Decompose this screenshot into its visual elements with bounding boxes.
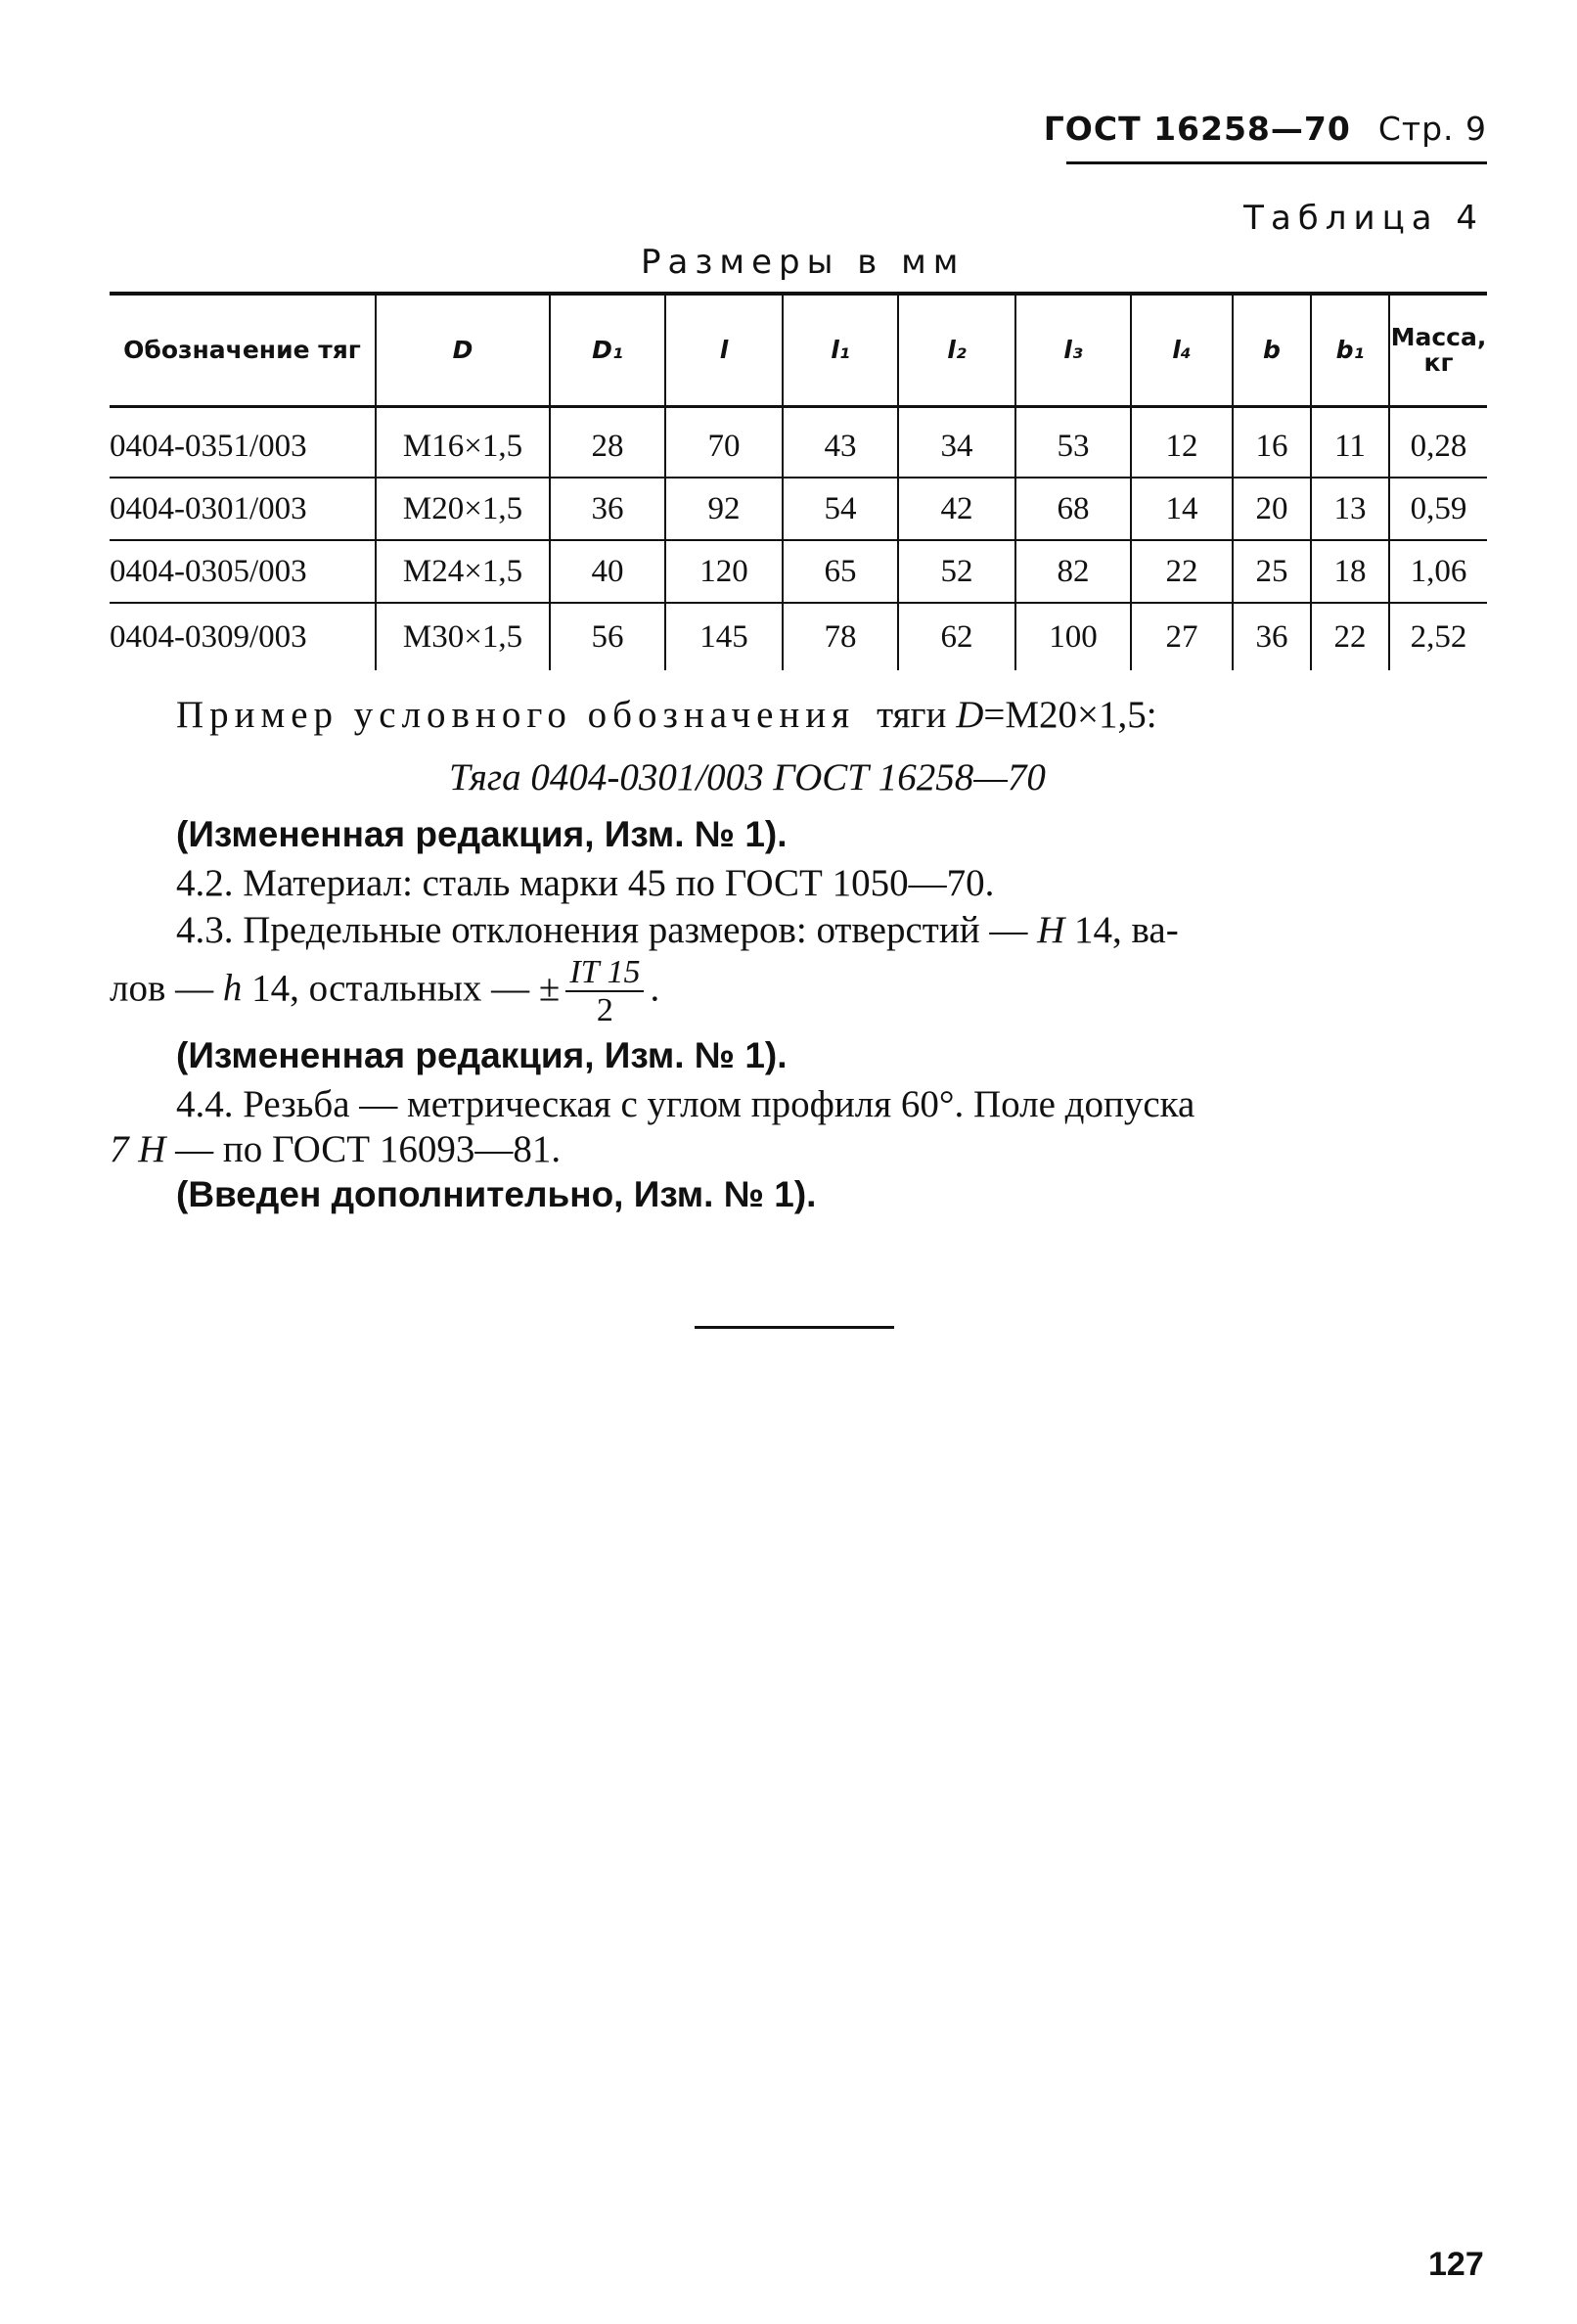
revision-note-3: (Введен дополнительно, Изм. № 1). — [176, 1174, 817, 1214]
col-header-l2: l₂ — [898, 294, 1015, 407]
example-rest-prefix: тяги — [877, 694, 957, 736]
table-cell: 0404-0305/003 — [110, 540, 376, 603]
table-cell: 0404-0309/003 — [110, 618, 307, 655]
table-cell: 54 — [783, 478, 898, 540]
table-cell: 65 — [783, 540, 898, 603]
col-header-d: D — [376, 294, 550, 407]
table-cell: 11 — [1311, 407, 1389, 478]
table-row — [110, 407, 1487, 478]
fraction-denominator: 2 — [596, 992, 613, 1029]
table-cell: 34 — [898, 407, 1015, 478]
clause-4-3-text-c: лов — — [110, 967, 223, 1010]
table-cell: 42 — [898, 478, 1015, 540]
table-cell: 0,59 — [1389, 478, 1487, 540]
table-cell: 92 — [665, 478, 783, 540]
table-cell: 20 — [1233, 478, 1311, 540]
table-cell: 28 — [550, 407, 665, 478]
clause-4-4-tolerance: 7 H — [110, 1128, 166, 1170]
revision-note-1: (Измененная редакция, Изм. № 1). — [176, 814, 788, 854]
table-cell: 145 — [665, 603, 783, 670]
clause-4-3-line-1 — [176, 908, 1179, 952]
col-header-l3: l₃ — [1015, 294, 1131, 407]
table-cell: 68 — [1015, 478, 1131, 540]
table-cell: 14 — [1131, 478, 1233, 540]
table-cell: 52 — [898, 540, 1015, 603]
col-header-b1: b₁ — [1311, 294, 1389, 407]
col-header-d1: D₁ — [550, 294, 665, 407]
clause-4-4-text: — по ГОСТ 16093—81. — [165, 1128, 562, 1170]
clause-4-3-line-2 — [110, 954, 659, 1029]
dimensions-table — [110, 292, 1487, 670]
table-row — [110, 603, 1487, 670]
clause-4-3-h-upper: H — [1037, 909, 1065, 951]
clause-4-3-text-b: 14, ва- — [1064, 909, 1179, 951]
tolerance-fraction — [565, 954, 644, 1029]
header-rule — [1066, 161, 1487, 164]
table-cell: 0404-0301/003 — [110, 478, 376, 540]
table-cell: 53 — [1015, 407, 1131, 478]
table-cell: 40 — [550, 540, 665, 603]
table-cell: M16×1,5 — [376, 407, 550, 478]
example-line — [176, 693, 1157, 737]
col-header-designation: Обозначение тяг — [110, 294, 376, 407]
table-cell: M20×1,5 — [376, 478, 550, 540]
table-cell: 78 — [783, 603, 898, 670]
table-cell: 16 — [1233, 407, 1311, 478]
example-intro: Пример условного обозначения — [176, 694, 856, 736]
table-cell: 82 — [1015, 540, 1131, 603]
col-header-l: l — [665, 294, 783, 407]
table-cell: 56 — [550, 603, 665, 670]
table-cell: M24×1,5 — [376, 540, 550, 603]
table-cell: 0,28 — [1389, 407, 1487, 478]
units-caption: Размеры в мм — [641, 243, 966, 282]
table-cell: 62 — [898, 603, 1015, 670]
table-cell: 70 — [665, 407, 783, 478]
table-cell: 12 — [1131, 407, 1233, 478]
clause-4-3-h-lower: h — [222, 967, 243, 1010]
table-cell: 36 — [1233, 603, 1311, 670]
table-cell: 100 — [1015, 603, 1131, 670]
table-cell: 0404-0351/003 — [110, 407, 376, 478]
clause-4-3-end: . — [650, 967, 660, 1010]
table-cell: M30×1,5 — [376, 603, 550, 670]
table-cell: 13 — [1311, 478, 1389, 540]
table-label: Таблица 4 — [1243, 199, 1484, 238]
table-cell: 120 — [665, 540, 783, 603]
table-header-row — [110, 294, 1487, 407]
standard-number: ГОСТ 16258—70 — [1043, 110, 1351, 148]
table-row — [110, 540, 1487, 603]
table-row — [110, 478, 1487, 540]
clause-4-2: 4.2. Материал: сталь марки 45 по ГОСТ 1050—70. — [176, 862, 995, 904]
table-cell: 2,52 — [1389, 603, 1487, 670]
table-cell: 43 — [783, 407, 898, 478]
col-header-mass: Масса, кг — [1389, 294, 1487, 407]
col-header-l4: l₄ — [1131, 294, 1233, 407]
example-d-symbol: D — [956, 694, 984, 736]
col-header-b: b — [1233, 294, 1311, 407]
fraction-numerator: IT 15 — [565, 954, 644, 992]
page-label: Стр. 9 — [1377, 110, 1487, 148]
clause-4-3-text-d: 14, остальных — ± — [242, 967, 561, 1010]
page-header — [1044, 110, 1487, 148]
revision-note-2: (Измененная редакция, Изм. № 1). — [176, 1035, 788, 1075]
page-number: 127 — [1428, 2246, 1484, 2283]
clause-4-4-line-1: 4.4. Резьба — метрическая с углом профиля 60°. Поле допуска — [176, 1083, 1195, 1125]
example-designation: Тяга 0404-0301/003 ГОСТ 16258—70 — [449, 756, 1046, 798]
clause-4-3-text-a: 4.3. Предельные отклонения размеров: отверстий — — [176, 909, 1038, 951]
table-cell: 22 — [1311, 603, 1389, 670]
table-cell: 22 — [1131, 540, 1233, 603]
example-rest-suffix: =M20×1,5: — [983, 694, 1157, 736]
table-cell: 25 — [1233, 540, 1311, 603]
col-header-l1: l₁ — [783, 294, 898, 407]
table-cell: 36 — [550, 478, 665, 540]
table-cell: 27 — [1131, 603, 1233, 670]
section-divider — [695, 1326, 894, 1329]
table-cell: 18 — [1311, 540, 1389, 603]
clause-4-4-line-2 — [110, 1127, 561, 1171]
table-cell: 1,06 — [1389, 540, 1487, 603]
